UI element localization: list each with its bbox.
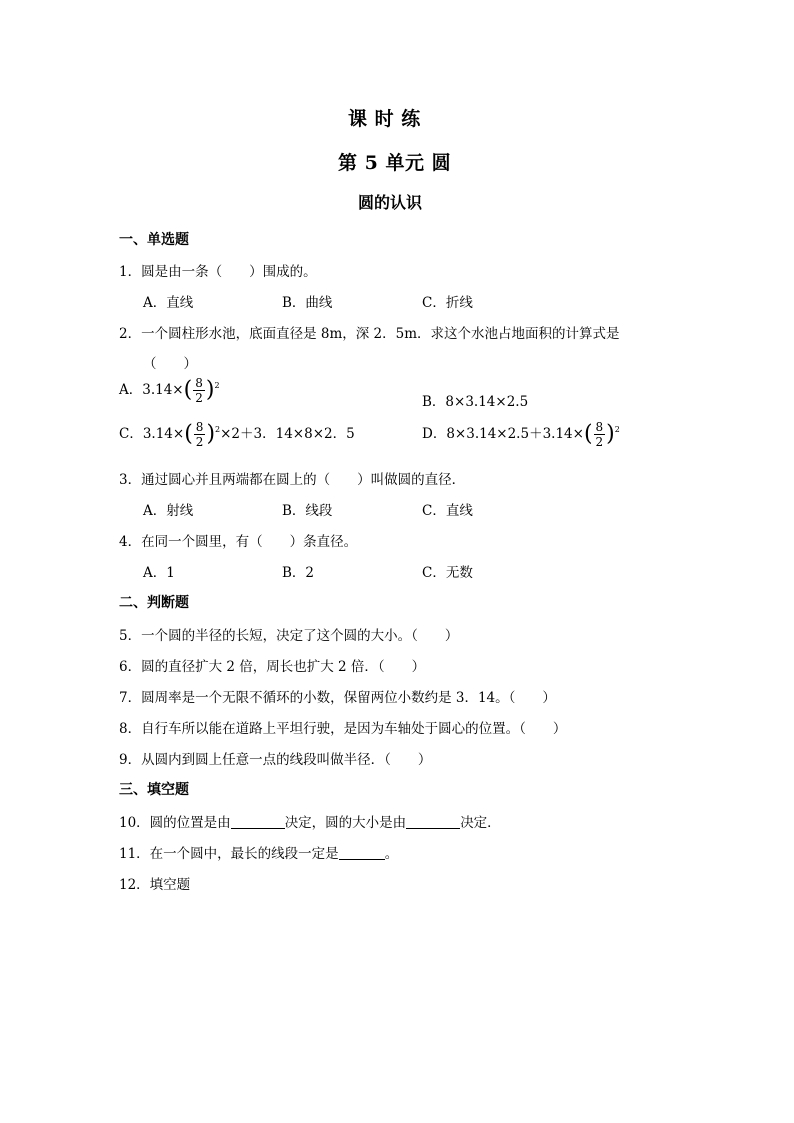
question-1-stem: 1．圆是由一条（ ）围成的。 — [119, 264, 317, 280]
fraction: $\frac{8}{2}$ — [195, 420, 204, 449]
question-1-option-a: A．直线 — [143, 295, 194, 311]
question-1-option-b: B．曲线 — [282, 295, 333, 311]
section-heading-fill-blank: 三、填空题 — [119, 782, 189, 798]
question-3-option-a: A．射线 — [143, 503, 194, 519]
fraction: $\frac{8}{2}$ — [595, 420, 604, 449]
question-6: 6．圆的直径扩大 2 倍，周长也扩大 2 倍．（ ） — [119, 659, 426, 675]
question-10: 10．圆的位置是由 决定，圆的大小是由 决定． — [119, 815, 501, 831]
page-title: 课 时 练 — [348, 108, 421, 130]
question-3-option-c: C．直线 — [422, 503, 473, 519]
unit-title: 第 5 单元 圆 — [338, 152, 452, 174]
question-2-option-c: C．3.14×( $\frac{8}{2}$ )$^2$×2＋3．14×8×2．5 — [119, 420, 355, 449]
question-9: 9．从圆内到圆上任意一点的线段叫做半径．（ ） — [119, 752, 432, 768]
question-4-option-c: C．无数 — [422, 565, 473, 581]
question-8: 8．自行车所以能在道路上平坦行驶，是因为车轴处于圆心的位置。（ ） — [119, 721, 567, 737]
question-4-option-b: B．2 — [282, 565, 315, 581]
question-2-option-a: A．3.14×( $\frac{8}{2}$ )$^2$ — [119, 376, 220, 405]
section-heading-true-false: 二、判断题 — [119, 595, 189, 611]
answer-blank[interactable] — [339, 847, 385, 860]
question-4-option-a: A．1 — [143, 565, 175, 581]
answer-blank[interactable] — [406, 816, 460, 829]
question-3-option-b: B．线段 — [282, 503, 333, 519]
question-1-option-c: C．折线 — [422, 295, 473, 311]
fraction: $\frac{8}{2}$ — [195, 376, 203, 405]
question-4-stem: 4．在同一个圆里，有（ ）条直径。 — [119, 534, 358, 550]
option-a-prefix: A．3.14× — [119, 382, 184, 398]
lesson-title: 圆的认识 — [358, 193, 423, 212]
question-12: 12．填空题 — [119, 877, 191, 893]
question-5: 5．一个圆的半径的长短，决定了这个圆的大小。（ ） — [119, 628, 459, 644]
question-7: 7．圆周率是一个无限不循环的小数，保留两位小数约是 3．14。（ ） — [119, 690, 556, 706]
question-2-stem-paren: （ ） — [143, 356, 197, 372]
question-2-option-b: B．8×3.14×2.5 — [422, 394, 529, 410]
section-heading-single-choice: 一、单选题 — [119, 232, 189, 248]
question-3-stem: 3．通过圆心并且两端都在圆上的（ ）叫做圆的直径． — [119, 472, 466, 488]
question-11: 11．在一个圆中，最长的线段一定是 。 — [119, 846, 399, 862]
question-2-option-d: D．8×3.14×2.5＋3.14×( $\frac{8}{2}$ )$^2$ — [422, 420, 620, 449]
answer-blank[interactable] — [231, 816, 285, 829]
question-2-stem: 2．一个圆柱形水池，底面直径是 8m，深 2．5m．求这个水池占地面积的计算式是 — [119, 326, 620, 342]
